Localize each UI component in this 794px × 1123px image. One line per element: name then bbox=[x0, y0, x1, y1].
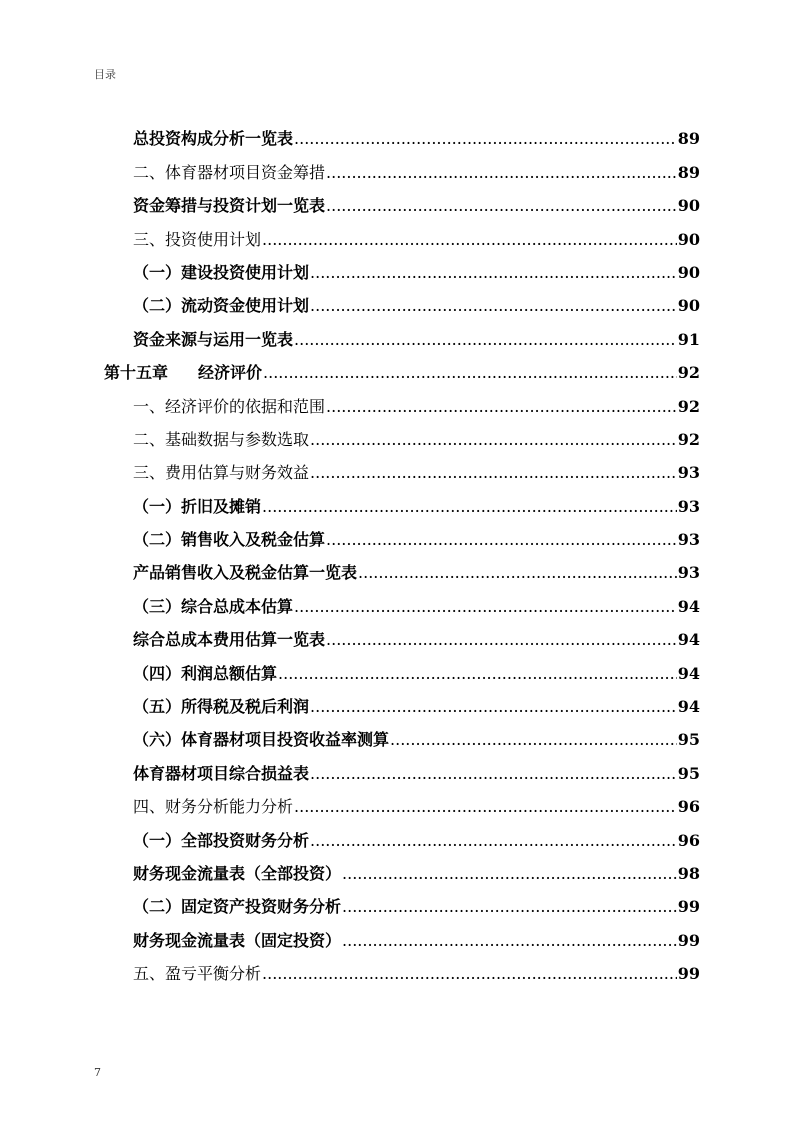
toc-entry-title: （五）所得税及税后利润 bbox=[133, 697, 310, 717]
toc-entry-page: 92 bbox=[677, 429, 700, 449]
toc-entry[interactable] bbox=[104, 283, 700, 316]
toc-entry-title: 资金来源与运用一览表 bbox=[133, 329, 294, 349]
toc-leader-dots bbox=[310, 430, 677, 450]
toc-entry[interactable] bbox=[104, 483, 700, 516]
toc-entry[interactable] bbox=[104, 450, 700, 483]
page-number: 7 bbox=[94, 1066, 101, 1079]
toc-entry-page: 90 bbox=[677, 196, 700, 216]
toc-entry[interactable] bbox=[104, 750, 700, 783]
toc-entry-title: 二、基础数据与参数选取 bbox=[133, 429, 310, 449]
toc-entry[interactable] bbox=[104, 884, 700, 917]
toc-entry[interactable] bbox=[104, 250, 700, 283]
toc-entry-title: 二、体育器材项目资金筹措 bbox=[133, 162, 326, 182]
toc-leader-dots bbox=[294, 597, 677, 617]
toc-entry-page: 89 bbox=[677, 129, 700, 149]
toc-entry-title: （六）体育器材项目投资收益率测算 bbox=[133, 730, 390, 750]
toc-entry[interactable] bbox=[104, 650, 700, 683]
toc-entry[interactable] bbox=[104, 851, 700, 884]
toc-entry[interactable] bbox=[104, 917, 700, 950]
toc-entry[interactable] bbox=[104, 817, 700, 850]
toc-entry-title: （三）综合总成本估算 bbox=[133, 596, 294, 616]
toc-entry-page: 94 bbox=[677, 596, 700, 616]
toc-entry-title: 一、经济评价的依据和范围 bbox=[133, 396, 326, 416]
toc-entry[interactable] bbox=[104, 383, 700, 416]
toc-entry-title: （一）全部投资财务分析 bbox=[133, 830, 310, 850]
toc-entry[interactable] bbox=[104, 517, 700, 550]
toc-entry-page: 94 bbox=[677, 697, 700, 717]
toc-leader-dots bbox=[326, 196, 677, 216]
toc-entry-page: 93 bbox=[677, 530, 700, 550]
page-header: 目录 bbox=[94, 68, 116, 81]
toc-entry[interactable] bbox=[104, 951, 700, 984]
toc-entry-page: 90 bbox=[677, 229, 700, 249]
toc-entry-page: 96 bbox=[677, 797, 700, 817]
toc-leader-dots bbox=[326, 163, 677, 183]
toc-entry-title: 财务现金流量表（固定投资） bbox=[133, 930, 342, 950]
toc-leader-dots bbox=[310, 697, 677, 717]
toc-leader-dots bbox=[342, 897, 677, 917]
toc-entry-title: 总投资构成分析一览表 bbox=[133, 129, 294, 149]
toc-leader-dots bbox=[342, 931, 677, 951]
toc-entry-title: 体育器材项目综合损益表 bbox=[133, 763, 310, 783]
toc-entry[interactable] bbox=[104, 116, 700, 149]
toc-leader-dots bbox=[310, 296, 677, 316]
toc-entry-page: 96 bbox=[677, 830, 700, 850]
toc-entry-title: 五、盈亏平衡分析 bbox=[133, 964, 262, 984]
toc-leader-dots bbox=[263, 363, 677, 383]
toc-entry-page: 93 bbox=[677, 496, 700, 516]
toc-entry-title: 三、费用估算与财务效益 bbox=[133, 463, 310, 483]
toc-entry-title: （二）固定资产投资财务分析 bbox=[133, 897, 342, 917]
toc-entry-title: 三、投资使用计划 bbox=[133, 229, 262, 249]
toc-entry[interactable] bbox=[104, 684, 700, 717]
toc-leader-dots bbox=[326, 630, 677, 650]
toc-entry-title: 产品销售收入及税金估算一览表 bbox=[133, 563, 358, 583]
toc-entry-title: 四、财务分析能力分析 bbox=[133, 797, 294, 817]
toc-entry-page: 93 bbox=[677, 463, 700, 483]
toc-leader-dots bbox=[390, 730, 677, 750]
toc-entry-title: 综合总成本费用估算一览表 bbox=[133, 630, 326, 650]
toc-entry[interactable] bbox=[104, 149, 700, 182]
toc-entry[interactable] bbox=[104, 183, 700, 216]
toc-entry-title: 资金筹措与投资计划一览表 bbox=[133, 196, 326, 216]
toc-entry-title: （二）流动资金使用计划 bbox=[133, 296, 310, 316]
toc-entry[interactable] bbox=[104, 350, 700, 383]
toc-entry[interactable] bbox=[104, 717, 700, 750]
toc-entry-page: 89 bbox=[677, 162, 700, 182]
toc-leader-dots bbox=[262, 230, 677, 250]
toc-leader-dots bbox=[262, 964, 677, 984]
toc-leader-dots bbox=[342, 864, 677, 884]
toc-entry[interactable] bbox=[104, 316, 700, 349]
toc-entry-page: 90 bbox=[677, 262, 700, 282]
toc-entry-page: 90 bbox=[677, 296, 700, 316]
toc-leader-dots bbox=[326, 530, 677, 550]
toc-leader-dots bbox=[310, 463, 677, 483]
toc-entry[interactable] bbox=[104, 617, 700, 650]
toc-entry-title: （一）建设投资使用计划 bbox=[133, 262, 310, 282]
toc-entry-page: 99 bbox=[677, 897, 700, 917]
toc-entry-page: 93 bbox=[677, 563, 700, 583]
toc-entry-page: 95 bbox=[677, 730, 700, 750]
toc-entry[interactable] bbox=[104, 550, 700, 583]
toc-leader-dots bbox=[294, 330, 677, 350]
toc-leader-dots bbox=[326, 397, 677, 417]
toc-entry-title: （二）销售收入及税金估算 bbox=[133, 530, 326, 550]
toc-entry-page: 98 bbox=[677, 863, 700, 883]
toc-entry-page: 92 bbox=[677, 363, 700, 383]
toc-entry-page: 99 bbox=[677, 964, 700, 984]
toc-entry-page: 92 bbox=[677, 396, 700, 416]
toc-leader-dots bbox=[310, 263, 677, 283]
toc-entry-title: 第十五章 经济评价 bbox=[104, 363, 263, 383]
toc-entry-page: 95 bbox=[677, 763, 700, 783]
toc-entry[interactable] bbox=[104, 784, 700, 817]
toc-leader-dots bbox=[262, 497, 677, 517]
toc-leader-dots bbox=[294, 797, 677, 817]
toc-entry[interactable] bbox=[104, 216, 700, 249]
toc-leader-dots bbox=[310, 764, 677, 784]
toc-leader-dots bbox=[310, 831, 677, 851]
toc-leader-dots bbox=[294, 129, 677, 149]
toc-entry-title: 财务现金流量表（全部投资） bbox=[133, 863, 342, 883]
toc-leader-dots bbox=[358, 563, 677, 583]
toc-entry[interactable] bbox=[104, 417, 700, 450]
toc-entry[interactable] bbox=[104, 583, 700, 616]
toc-entry-page: 94 bbox=[677, 630, 700, 650]
table-of-contents bbox=[104, 116, 700, 984]
toc-entry-page: 94 bbox=[677, 663, 700, 683]
toc-entry-title: （四）利润总额估算 bbox=[133, 663, 278, 683]
toc-entry-title: （一）折旧及摊销 bbox=[133, 496, 262, 516]
toc-leader-dots bbox=[278, 664, 677, 684]
toc-entry-page: 91 bbox=[677, 329, 700, 349]
toc-entry-page: 99 bbox=[677, 930, 700, 950]
